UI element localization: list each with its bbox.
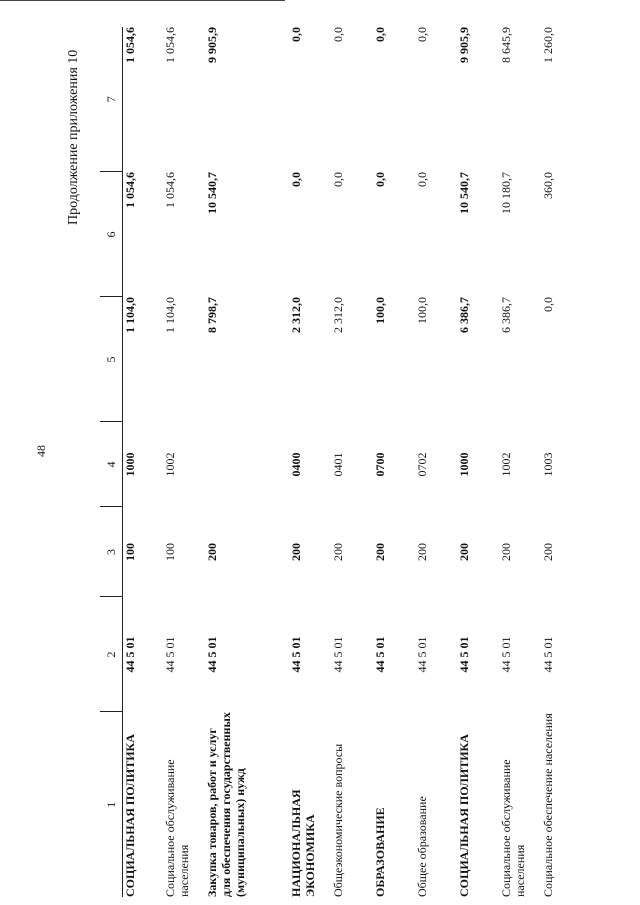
code-cell: 1002 xyxy=(498,452,513,477)
value-cell: 1 260,0 xyxy=(540,27,555,63)
value-cell: 100,0 xyxy=(372,297,387,324)
code-cell: 0400 xyxy=(288,452,303,477)
value-cell: 9 905,9 xyxy=(204,27,219,63)
table-row xyxy=(331,27,373,897)
code-cell: 1000 xyxy=(456,452,471,477)
code-cell: 44 5 01 xyxy=(414,636,429,673)
appendix-note: Продолжение приложения 10 xyxy=(66,49,81,225)
value-cell: 10 540,7 xyxy=(456,172,471,214)
code-cell: 44 5 01 xyxy=(162,636,177,673)
code-cell: 100 xyxy=(123,543,137,561)
column-header: 2 xyxy=(100,597,123,712)
budget-table xyxy=(100,27,583,897)
value-cell: 9 905,9 xyxy=(456,27,471,63)
row-name: Закупка товаров, работ и услуг для обеспечения государственных (муниципальных) нужд xyxy=(204,712,247,897)
table-row xyxy=(163,27,205,897)
value-cell: 10 180,7 xyxy=(498,172,513,214)
value-cell: 0,0 xyxy=(330,172,345,187)
code-cell: 44 5 01 xyxy=(456,636,471,673)
code-cell: 44 5 01 xyxy=(372,636,387,673)
code-cell: 1003 xyxy=(540,452,555,477)
code-cell: 200 xyxy=(372,543,387,561)
table-row xyxy=(541,27,583,897)
code-cell: 200 xyxy=(330,543,345,561)
value-cell: 8 645,9 xyxy=(498,27,513,63)
value-cell: 0,0 xyxy=(540,297,555,312)
value-cell: 0,0 xyxy=(414,172,429,187)
value-cell: 1 054,6 xyxy=(123,27,137,63)
value-cell: 0,0 xyxy=(288,172,303,187)
value-cell: 1 054,6 xyxy=(162,27,177,63)
column-header: 3 xyxy=(100,507,123,597)
table-body xyxy=(123,27,583,897)
code-cell: 0702 xyxy=(414,452,429,477)
column-header: 5 xyxy=(100,297,123,422)
code-cell: 100 xyxy=(162,543,177,561)
value-cell: 2 312,0 xyxy=(288,297,303,333)
code-cell: 44 5 01 xyxy=(204,636,219,673)
table-row xyxy=(289,27,331,897)
code-cell: 200 xyxy=(540,543,555,561)
code-cell: 44 5 01 xyxy=(540,636,555,673)
row-name: СОЦИАЛЬНАЯ ПОЛИТИКА xyxy=(456,734,471,897)
value-cell: 2 312,0 xyxy=(330,297,345,333)
value-cell: 0,0 xyxy=(372,27,387,42)
value-cell: 6 386,7 xyxy=(456,297,471,333)
row-name: Общеэкономические вопросы xyxy=(330,743,345,897)
table-row xyxy=(415,27,457,897)
code-cell xyxy=(205,422,289,507)
table-row xyxy=(373,27,415,897)
code-cell: 200 xyxy=(498,543,513,561)
row-name: Социальное обеспечение населения xyxy=(540,713,555,897)
code-cell: 200 xyxy=(456,543,471,561)
code-cell: 1002 xyxy=(162,452,177,477)
column-header: 7 xyxy=(100,27,123,172)
code-cell: 200 xyxy=(414,543,429,561)
column-header: 4 xyxy=(100,422,123,507)
value-cell: 0,0 xyxy=(414,27,429,42)
value-cell: 1 104,0 xyxy=(162,297,177,333)
row-name: СОЦИАЛЬНАЯ ПОЛИТИКА xyxy=(123,734,137,897)
code-cell: 200 xyxy=(288,543,303,561)
column-header: 1 xyxy=(100,712,123,897)
value-cell: 10 540,7 xyxy=(204,172,219,214)
value-cell: 0,0 xyxy=(330,27,345,42)
value-cell: 100,0 xyxy=(414,297,429,324)
row-name: Социальное обслуживание населения xyxy=(162,759,191,897)
column-header: 6 xyxy=(100,172,123,297)
value-cell: 1 054,6 xyxy=(123,172,137,208)
row-name: ОБРАЗОВАНИЕ xyxy=(372,807,387,897)
code-cell: 44 5 01 xyxy=(288,636,303,673)
value-cell: 0,0 xyxy=(288,27,303,42)
table-row xyxy=(457,27,499,897)
code-cell: 200 xyxy=(204,543,219,561)
code-cell: 44 5 01 xyxy=(330,636,345,673)
row-name: Социальное обслуживание населения xyxy=(498,759,527,897)
value-cell: 1 104,0 xyxy=(123,297,137,333)
table-row xyxy=(205,27,289,897)
value-cell: 1 054,6 xyxy=(162,172,177,208)
code-cell: 1000 xyxy=(123,452,137,477)
table-row xyxy=(499,27,541,897)
page-number: 48 xyxy=(34,445,48,457)
table-row xyxy=(123,27,163,897)
value-cell: 360,0 xyxy=(540,172,555,199)
row-name: НАЦИОНАЛЬНАЯ ЭКОНОМИКА xyxy=(288,789,317,897)
value-cell: 8 798,7 xyxy=(204,297,219,333)
value-cell: 6 386,7 xyxy=(498,297,513,333)
code-cell: 0700 xyxy=(372,452,387,477)
table-header-row xyxy=(100,27,123,897)
value-cell: 0,0 xyxy=(372,172,387,187)
code-cell: 0401 xyxy=(330,452,345,477)
code-cell: 44 5 01 xyxy=(123,636,137,673)
code-cell: 44 5 01 xyxy=(498,636,513,673)
row-name: Общее образование xyxy=(414,796,429,897)
